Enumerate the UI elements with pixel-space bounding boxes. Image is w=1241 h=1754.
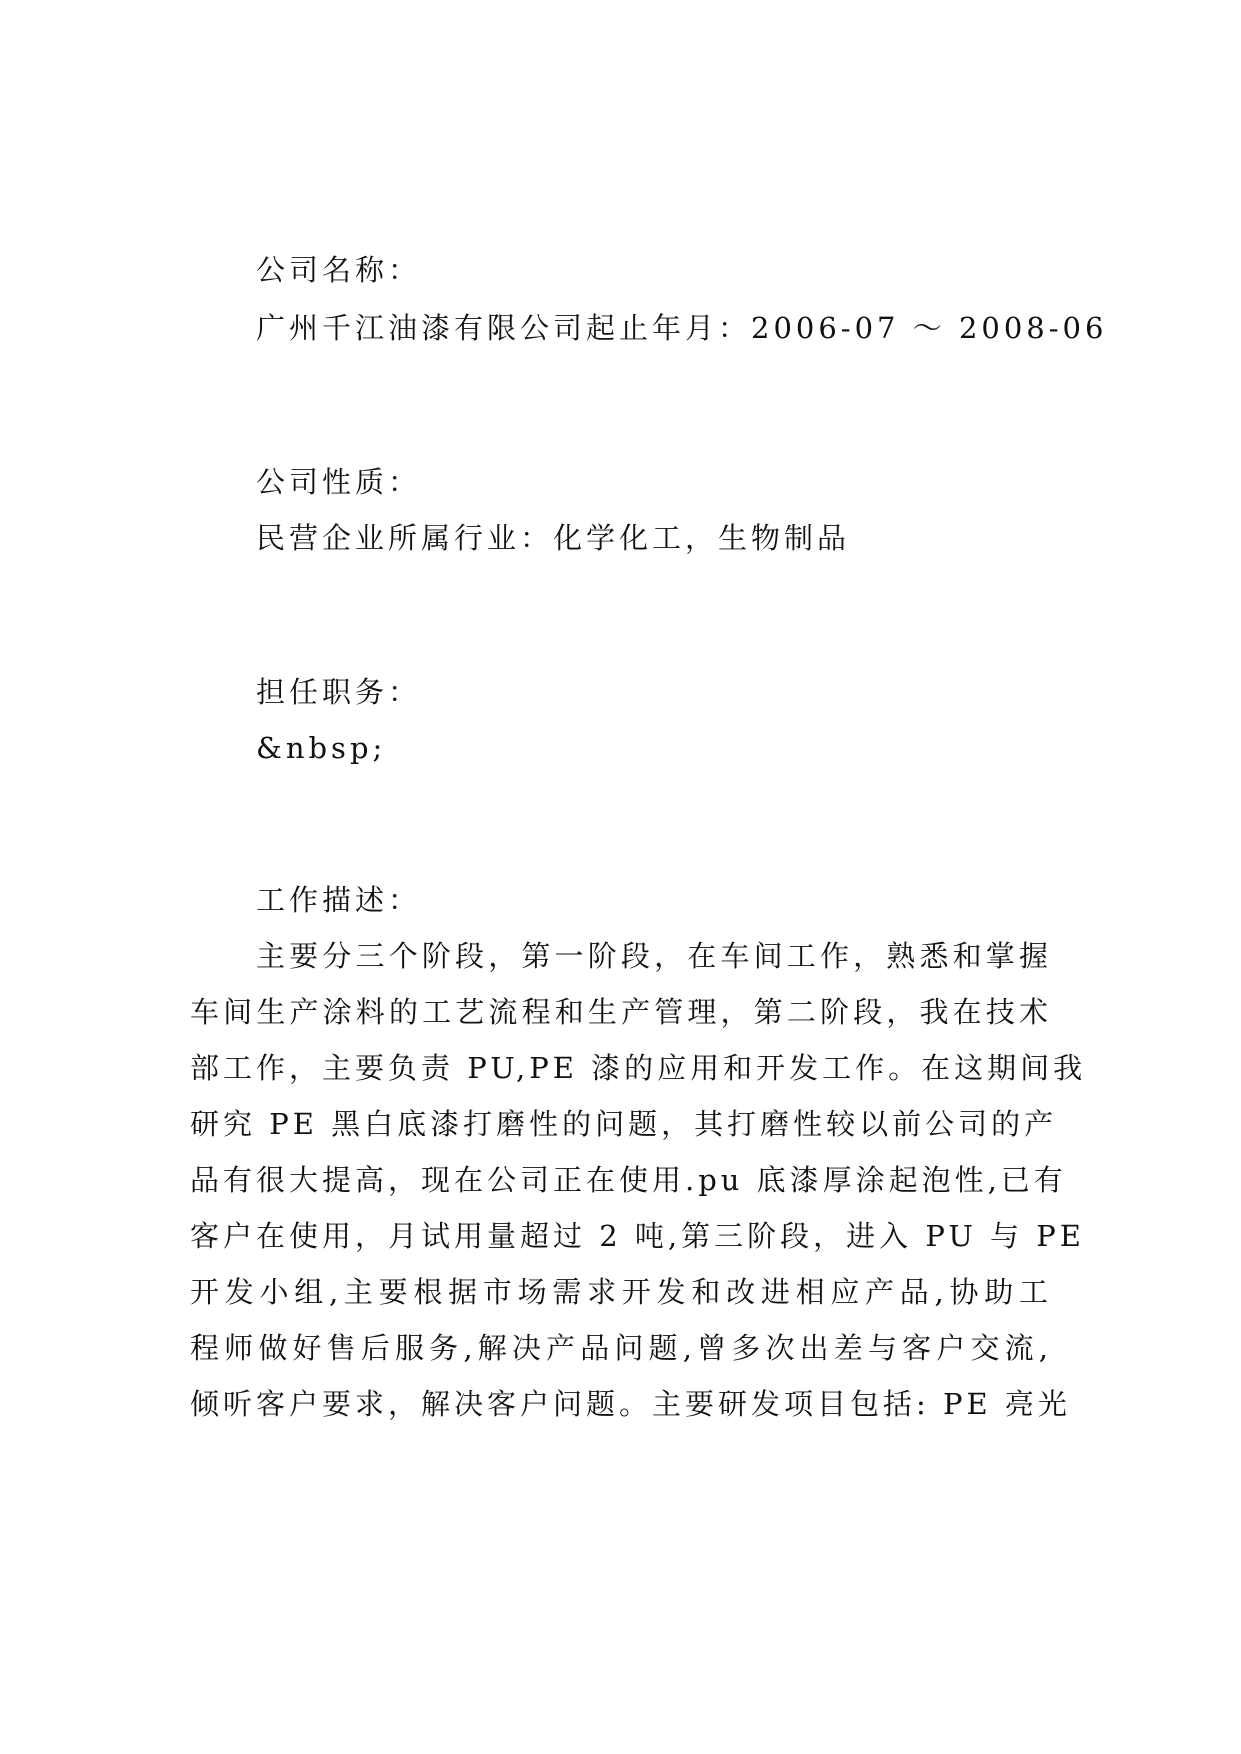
work-description-line: 主要分三个阶段，第一阶段，在车间工作，熟悉和掌握 [256,939,1052,973]
work-description-line: 程师做好售后服务,解决产品问题,曾多次出差与客户交流, [190,1331,1052,1365]
company-name-label: 公司名称： [256,253,422,287]
work-description-line: 品有很大提高，现在公司正在使用.pu 底漆厚涂起泡性,已有 [190,1163,1067,1197]
work-description-line: 倾听客户要求，解决客户问题。主要研发项目包括: PE 亮光 [190,1387,1071,1421]
work-description-line: 开发小组,主要根据市场需求开发和改进相应产品,协助工 [190,1275,1052,1309]
work-description-line: 客户在使用，月试用量超过 2 吨,第三阶段，进入 PU 与 PE [190,1219,1085,1253]
position-label: 担任职务： [256,675,422,709]
position-value: &nbsp; [256,731,387,765]
company-type-label: 公司性质： [256,465,422,499]
work-description-line: 车间生产涂料的工艺流程和生产管理，第二阶段，我在技术 [190,995,1052,1029]
company-type-value: 民营企业所属行业：化学化工，生物制品 [256,521,851,555]
company-name-value: 广州千江油漆有限公司起止年月：2006-07 ～ 2008-06 [256,311,1108,345]
work-description-line: 部工作，主要负责 PU,PE 漆的应用和开发工作。在这期间我 [190,1051,1087,1085]
work-description-label: 工作描述： [256,883,422,917]
work-description-line: 研究 PE 黑白底漆打磨性的问题，其打磨性较以前公司的产 [190,1107,1058,1141]
